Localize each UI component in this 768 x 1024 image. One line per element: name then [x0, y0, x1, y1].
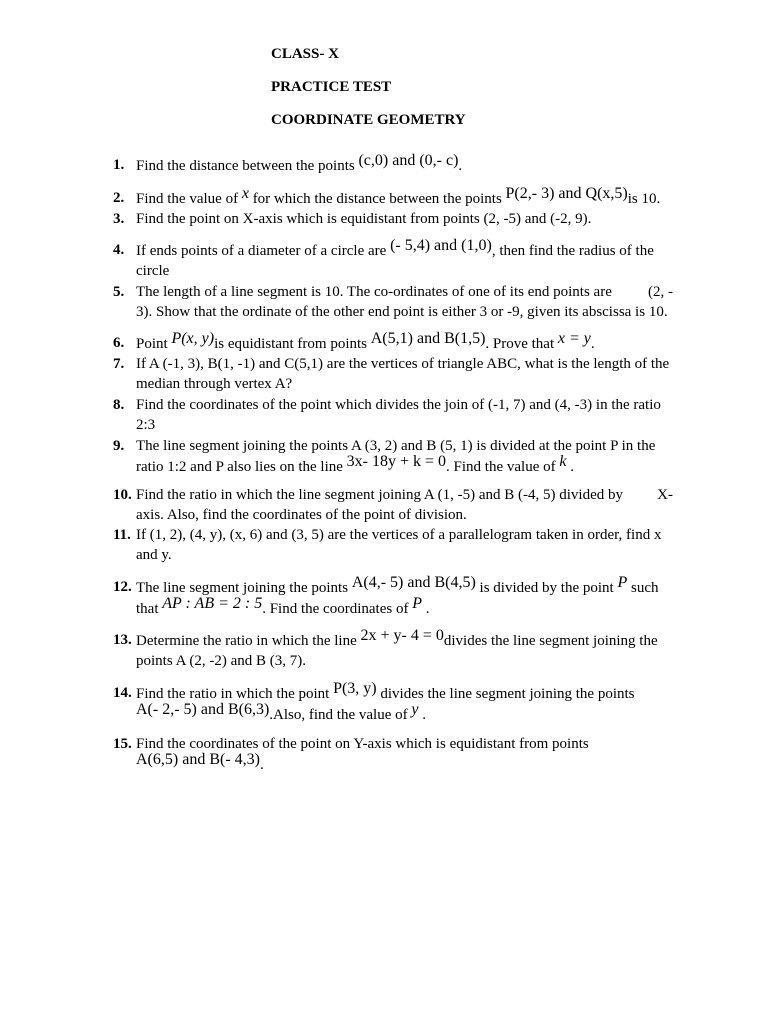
question-text: Find the coordinates of the point which divides the join of (-1, 7) and (4, -3) in the ratio 2:3 [136, 397, 661, 433]
math-expression: 2x + y- 4 = 0 [360, 627, 444, 644]
math-expression: (- 5,4) and (1,0) [390, 237, 492, 254]
question-6 [113, 330, 673, 355]
question-text: If (1, 2), (4, y), (x, 6) and (3, 5) are the vertices of a parallelogram taken in order, find x and y. [136, 527, 662, 563]
question-text: , then find the radius of the circle [136, 243, 654, 279]
question-11 [113, 526, 673, 565]
question-text: divides the line segment joining the points [376, 686, 635, 702]
question-text: . Find the coordinates of [262, 600, 413, 617]
question-number: 3. [113, 211, 125, 227]
question-text: The length of a line segment is 10. The co-ordinates of one of its end points are [136, 284, 612, 300]
question-number: 2. [113, 190, 125, 206]
question-text: Find the ratio in which the line segment joining A (1, -5) and B (-4, 5) divided by [136, 487, 624, 503]
question-text: . [418, 706, 426, 723]
test-heading: PRACTICE TEST [271, 79, 392, 95]
question-number: 5. [113, 284, 125, 300]
question-12 [113, 574, 673, 619]
question-number: 14. [113, 685, 132, 701]
math-expression: AP : AB = 2 : 5 [162, 594, 263, 612]
question-text: Find the coordinates of the point on Y-axis which is equidistant from points [136, 736, 589, 752]
math-expression: P(3, y) [333, 680, 377, 697]
question-text: is equidistant from points [214, 336, 371, 352]
math-expression: A(4,- 5) and B(4,5) [351, 574, 476, 591]
question-text: . [259, 756, 264, 773]
math-expression: P(x, y) [171, 330, 215, 347]
question-number: 11. [113, 527, 131, 543]
question-text: Find the distance between the points [136, 158, 359, 174]
question-text: .Also, find the value of [269, 706, 412, 723]
question-10 [113, 486, 673, 525]
question-text: If A (-1, 3), B(1, -1) and C(5,1) are the vertices of triangle ABC, what is the length of the median through vertex A? [136, 356, 670, 392]
question-text: . [566, 458, 574, 475]
question-text: The line segment joining the points A (3, 2) and B (5, 1) is divided at the point P in the ratio 1:2 and P also lies on the line [136, 438, 656, 475]
math-expression: A(5,1) and B(1,5) [370, 330, 486, 347]
question-text: . [590, 336, 595, 352]
question-text: Determine the ratio in which the line [136, 633, 361, 649]
topic-heading: COORDINATE GEOMETRY [271, 112, 466, 128]
question-text: that [136, 600, 163, 617]
math-expression: A(6,5) and B(- 4,3) [136, 750, 260, 768]
question-text: Find the value of [136, 191, 242, 207]
question-text: . Find the value of [446, 458, 560, 475]
question-3 [113, 210, 673, 230]
question-text: If ends points of a diameter of a circle are [136, 243, 391, 259]
math-expression: P [412, 594, 422, 612]
math-expression: (c,0) and (0,- c) [358, 152, 459, 169]
question-number: 4. [113, 242, 125, 258]
question-2 [113, 185, 673, 210]
question-text: for which the distance between the points [248, 191, 506, 207]
question-text: axis. Also, find the coordinates of the point of division. [136, 506, 467, 523]
question-text: . [421, 600, 430, 617]
math-expression: y [411, 700, 419, 718]
question-text: Point [136, 336, 172, 352]
question-text: is divided by the point [475, 580, 618, 596]
class-heading: CLASS- X [271, 46, 339, 62]
question-number: 12. [113, 579, 132, 595]
question-text: X- [657, 487, 673, 503]
math-expression: 3x- 18y + k = 0 [346, 452, 447, 470]
math-expression: A(- 2,- 5) and B(6,3) [136, 700, 270, 718]
math-expression: x [241, 185, 249, 202]
question-text: is 10. [627, 191, 661, 207]
question-text: divides the line segment joining the points A (2, -2) and B (3, 7). [136, 633, 658, 669]
question-number: 10. [113, 487, 132, 503]
question-text: The line segment joining the points [136, 580, 352, 596]
math-expression: x = y [557, 330, 591, 347]
question-15 [113, 735, 673, 775]
question-text: such [627, 580, 659, 596]
question-7 [113, 355, 673, 394]
question-text: . [458, 158, 463, 174]
question-text: Find the point on X-axis which is equidistant from points (2, -5) and (-2, 9). [136, 211, 592, 227]
question-4 [113, 237, 673, 281]
question-14 [113, 680, 673, 725]
question-text: Find the ratio in which the point [136, 686, 334, 702]
question-8 [113, 396, 673, 435]
question-5 [113, 283, 673, 322]
math-expression: P(2,- 3) and Q(x,5) [505, 185, 628, 202]
question-13 [113, 627, 673, 671]
question-number: 13. [113, 632, 132, 648]
math-expression: k [559, 452, 567, 470]
question-text: (2, - [648, 284, 673, 300]
question-number: 1. [113, 157, 125, 173]
question-number: 6. [113, 335, 125, 351]
question-number: 8. [113, 397, 125, 413]
question-text: 3). Show that the ordinate of the other end point is either 3 or -9, given its abscissa is 10. [136, 303, 668, 320]
question-number: 15. [113, 736, 132, 752]
question-number: 7. [113, 356, 125, 372]
math-expression: P [617, 574, 628, 591]
question-1 [113, 152, 673, 177]
question-text: . Prove that [485, 336, 558, 352]
question-9 [113, 437, 673, 477]
question-number: 9. [113, 438, 125, 454]
